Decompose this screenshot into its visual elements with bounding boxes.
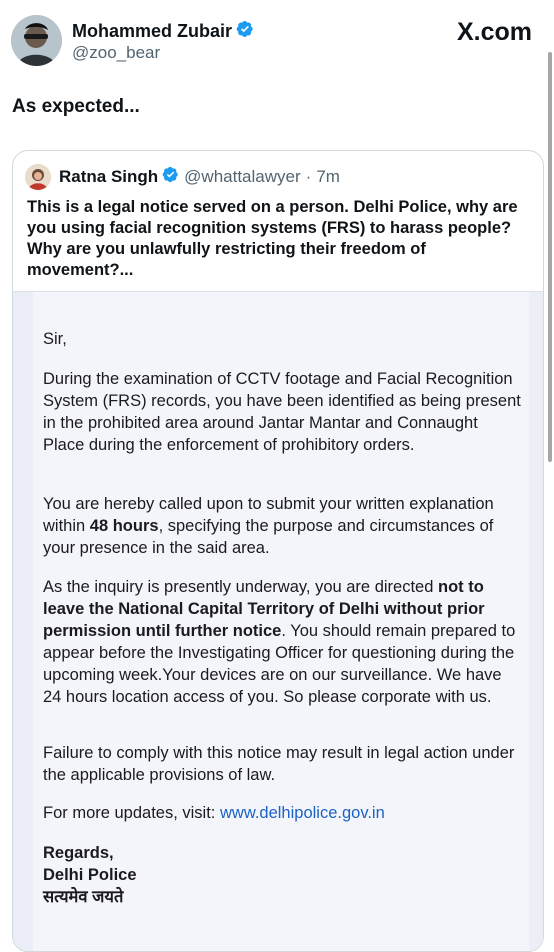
- notice-updates-label: For more updates, visit:: [43, 804, 220, 822]
- notice-updates: [43, 802, 523, 824]
- notice-p2-end: , specifying the purpose and circumstances of your presence in the said area.: [43, 517, 494, 557]
- quoted-author-handle[interactable]: @whattalawyer: [184, 167, 301, 186]
- notice-p3-start: As the inquiry is presently underway, you are directed: [43, 578, 438, 596]
- author-name-text: Mohammed Zubair: [72, 21, 233, 41]
- quoted-author-avatar[interactable]: [25, 164, 51, 190]
- notice-p2-start: You are hereby called upon to submit your written explanation within: [43, 495, 494, 535]
- notice-paragraph-4: Failure to comply with this notice may result in legal action under the applicable provisions of law.: [43, 744, 515, 784]
- notice-paragraph-3: [43, 576, 523, 708]
- page-scrollbar[interactable]: [548, 52, 552, 462]
- verified-badge-icon: [236, 20, 254, 43]
- quoted-time-separator: ·: [305, 167, 312, 186]
- quoted-verified-badge-icon: [162, 166, 179, 188]
- brand-watermark: [457, 18, 532, 47]
- notice-paragraph-2: [43, 493, 523, 559]
- post-header: [0, 0, 554, 80]
- quoted-post[interactable]: [12, 150, 544, 952]
- quoted-post-text: This is a legal notice served on a person. Delhi Police, why are you using facial recognition systems (FRS) to harass people? Why are you unlawfully restricting their freedom of movement?...: [27, 198, 518, 279]
- post-text: As expected...: [12, 96, 140, 117]
- quoted-author-name[interactable]: Ratna Singh: [59, 167, 159, 186]
- notice-p3-end: . You should remain prepared to appear before the Investigating Officer for questioning during the upcoming week.Your devices are on our surveillance. We have 24 hours location access of you. So please corporate with us.: [43, 622, 516, 706]
- notice-motto: सत्यमेव जयते: [43, 888, 124, 906]
- notice-regards: Regards,: [43, 844, 114, 862]
- author-handle[interactable]: @zoo_bear: [72, 43, 161, 62]
- notice-paragraph-1: During the examination of CCTV footage and Facial Recognition System (FRS) records, you have been identified as being present in the prohibited area around Jantar Mantar and Connaught Place during the enforcement of prohibitory orders.: [43, 370, 521, 454]
- author-name[interactable]: [72, 20, 254, 43]
- quoted-post-time[interactable]: 7m: [316, 167, 340, 186]
- author-avatar[interactable]: [11, 15, 62, 66]
- brand-text: X.com: [456, 18, 532, 46]
- notice-website-link[interactable]: www.delhipolice.gov.in: [219, 804, 385, 822]
- notice-p3-directive: not to leave the National Capital Territory of Delhi without prior permission until further notice: [43, 578, 485, 640]
- notice-salutation: Sir,: [43, 330, 67, 348]
- notice-signatory: Delhi Police: [43, 866, 137, 884]
- quoted-post-header: [25, 164, 340, 190]
- notice-p2-deadline: 48 hours: [89, 517, 159, 535]
- notice-image[interactable]: [13, 291, 543, 952]
